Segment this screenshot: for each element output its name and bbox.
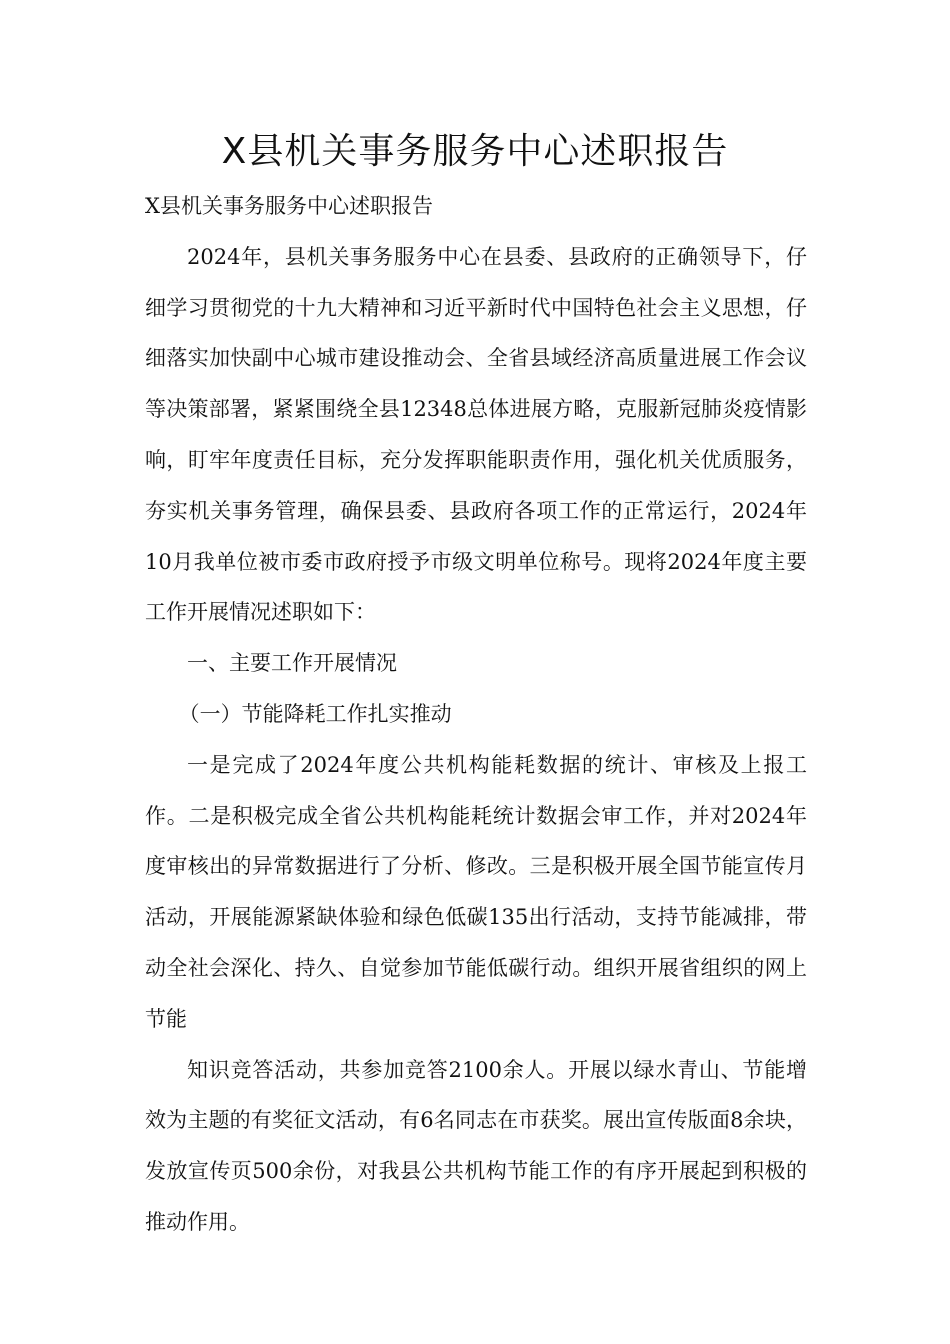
subsection-heading: （一）节能降耗工作扎实推动: [178, 701, 452, 726]
section-heading: 一、主要工作开展情况: [187, 651, 397, 676]
body-paragraph: 知识竞答活动，共参加竞答2100余人。开展以绿水青山、节能增效为主题的有奖征文活动，有6名同志在市获奖。展出宣传版面8余块，发放宣传页500余份，对我县公共机构节能工作的有序开展起到积极的推动作用。: [145, 1057, 807, 1234]
document-subtitle: X县机关事务服务中心述职报告: [145, 194, 433, 218]
body-paragraph: 一是完成了2024年度公共机构能耗数据的统计、审核及上报工作。二是积极完成全省公共机构能耗统计数据会审工作，并对2024年度审核出的异常数据进行了分析、修改。三是积极开展全国节能宣传月活动，开展能源紧缺体验和绿色低碳135出行活动，支持节能减排，带动全社会深化、持久、自觉参加节能低碳行动。组织开展省组织的网上节能: [145, 752, 807, 1031]
document-title: X县机关事务服务中心述职报告: [221, 131, 729, 172]
intro-paragraph: 2024年，县机关事务服务中心在县委、县政府的正确领导下，仔细学习贯彻党的十九大精神和习近平新时代中国特色社会主义思想，仔细落实加快副中心城市建设推动会、全省县域经济高质量进展工作会议等决策部署，紧紧围绕全县12348总体进展方略，克服新冠肺炎疫情影响，盯牢年度责任目标，充分发挥职能职责作用，强化机关优质服务，夯实机关事务管理，确保县委、县政府各项工作的正常运行，2024年10月我单位被市委市政府授予市级文明单位称号。现将2024年度主要工作开展情况述职如下：: [145, 244, 807, 625]
document-body: [145, 181, 807, 1248]
